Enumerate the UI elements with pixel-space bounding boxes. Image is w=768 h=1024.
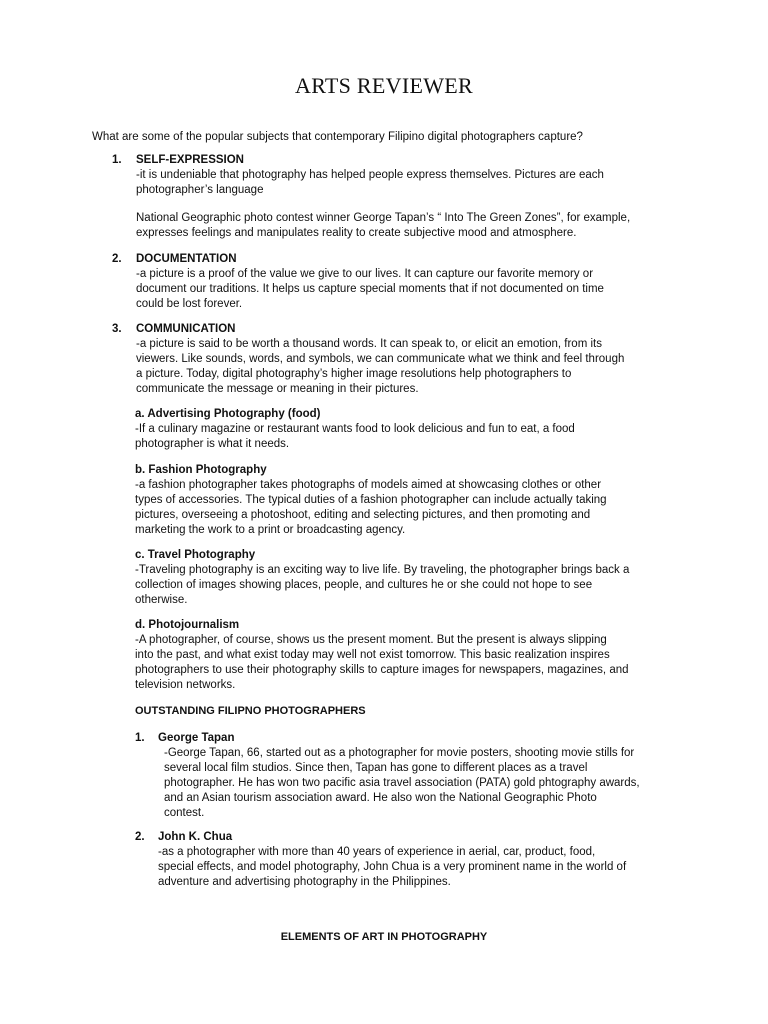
- paragraph-line: communicate the message or meaning in their pictures.: [136, 383, 419, 395]
- paragraph-line: several local film studios. Since then, Tapan has gone to different places as a travel: [164, 762, 588, 774]
- section-communication: [112, 322, 652, 397]
- subsection-photojournalism: [135, 618, 655, 693]
- photographer-number: 2.: [135, 831, 145, 843]
- section-number: 3.: [112, 323, 122, 335]
- paragraph-line: -If a culinary magazine or restaurant wants food to look delicious and fun to eat, a food: [135, 423, 575, 435]
- paragraph-line: types of accessories. The typical duties of a fashion photographer can include actually taking: [135, 494, 607, 506]
- paragraph-line: -Traveling photography is an exciting way to live life. By traveling, the photographer brings back a: [135, 564, 630, 576]
- paragraph-line: a picture. Today, digital photography’s higher image resolutions help photographers to: [136, 368, 572, 380]
- subsection-advertising: [135, 407, 655, 452]
- section-number: 1.: [112, 154, 122, 166]
- paragraph-line: -A photographer, of course, shows us the present moment. But the present is always slipping: [135, 634, 607, 646]
- question-text: What are some of the popular subjects that contemporary Filipino digital photographers capture?: [92, 131, 583, 143]
- paragraph-line: -a fashion photographer takes photographs of models aimed at showcasing clothes or other: [135, 479, 602, 491]
- subsection-fashion: [135, 463, 655, 538]
- paragraph-line: collection of images showing places, people, and cultures he or she could not hope to see: [135, 579, 593, 591]
- paragraph-line: National Geographic photo contest winner George Tapan’s “ Into The Green Zones”, for example,: [136, 212, 631, 224]
- paragraph-line: into the past, and what exist today may well not exist tomorrow. This basic realization inspires: [135, 649, 610, 661]
- paragraph-line: expresses feelings and manipulates reality to create subjective mood and atmosphere.: [136, 227, 577, 239]
- subsection-heading: d. Photojournalism: [135, 619, 240, 631]
- section-documentation: [112, 252, 652, 312]
- paragraph-line: television networks.: [135, 679, 236, 691]
- paragraph-line: -a picture is a proof of the value we give to our lives. It can capture our favorite memory or: [136, 268, 594, 280]
- paragraph-line: viewers. Like sounds, words, and symbols, we can communicate what we think and feel through: [136, 353, 625, 365]
- subsection-heading: b. Fashion Photography: [135, 464, 267, 476]
- subsection-travel: [135, 548, 655, 608]
- paragraph-line: contest.: [164, 807, 205, 819]
- paragraph-line: photographer. He has won two pacific asia travel association (PATA) gold phtography awards,: [164, 777, 640, 789]
- paragraph-line: pictures, overseeing a photoshoot, editing and selecting pictures, and then promoting and: [135, 509, 591, 521]
- paragraph-line: -it is undeniable that photography has helped people express themselves. Pictures are each: [136, 169, 604, 181]
- subsection-heading: c. Travel Photography: [135, 549, 256, 561]
- paragraph-line: special effects, and model photography, John Chua is a very prominent name in the world of: [158, 861, 627, 873]
- paragraph-line: -as a photographer with more than 40 years of experience in aerial, car, product, food,: [158, 846, 596, 858]
- paragraph-line: marketing the work to a print or broadcasting agency.: [135, 524, 406, 536]
- outstanding-heading: OUTSTANDING FILIPNO PHOTOGRAPHERS: [135, 705, 366, 717]
- photographer-name: John K. Chua: [158, 831, 233, 843]
- paragraph-line: document our traditions. It helps us capture special moments that if not documented on time: [136, 283, 604, 295]
- paragraph-line: and an Asian tourism association award. He also won the National Geographic Photo: [164, 792, 597, 804]
- photographer-number: 1.: [135, 732, 145, 744]
- photographer-john-chua: [135, 830, 695, 890]
- section-self-expression: [112, 153, 652, 241]
- photographer-george-tapan: [135, 731, 695, 821]
- paragraph-line: could be lost forever.: [136, 298, 243, 310]
- section-heading: DOCUMENTATION: [136, 253, 237, 265]
- section-number: 2.: [112, 253, 122, 265]
- paragraph-line: adventure and advertising photography in the Philippines.: [158, 876, 451, 888]
- paragraph-line: photographer’s language: [136, 184, 264, 196]
- paragraph-line: otherwise.: [135, 594, 188, 606]
- paragraph-line: photographers to use their photography skills to capture images for newspapers, magazines, and: [135, 664, 629, 676]
- paragraph-line: photographer is what it needs.: [135, 438, 290, 450]
- photographer-name: George Tapan: [158, 732, 235, 744]
- document-title: ARTS REVIEWER: [295, 73, 473, 98]
- paragraph-line: -George Tapan, 66, started out as a photographer for movie posters, shooting movie stills for: [164, 747, 635, 759]
- subsection-heading: a. Advertising Photography (food): [135, 408, 321, 420]
- elements-heading: ELEMENTS OF ART IN PHOTOGRAPHY: [280, 931, 488, 943]
- section-heading: COMMUNICATION: [136, 323, 236, 335]
- paragraph-line: -a picture is said to be worth a thousand words. It can speak to, or elicit an emotion, from its: [136, 338, 602, 350]
- section-heading: SELF-EXPRESSION: [136, 154, 244, 166]
